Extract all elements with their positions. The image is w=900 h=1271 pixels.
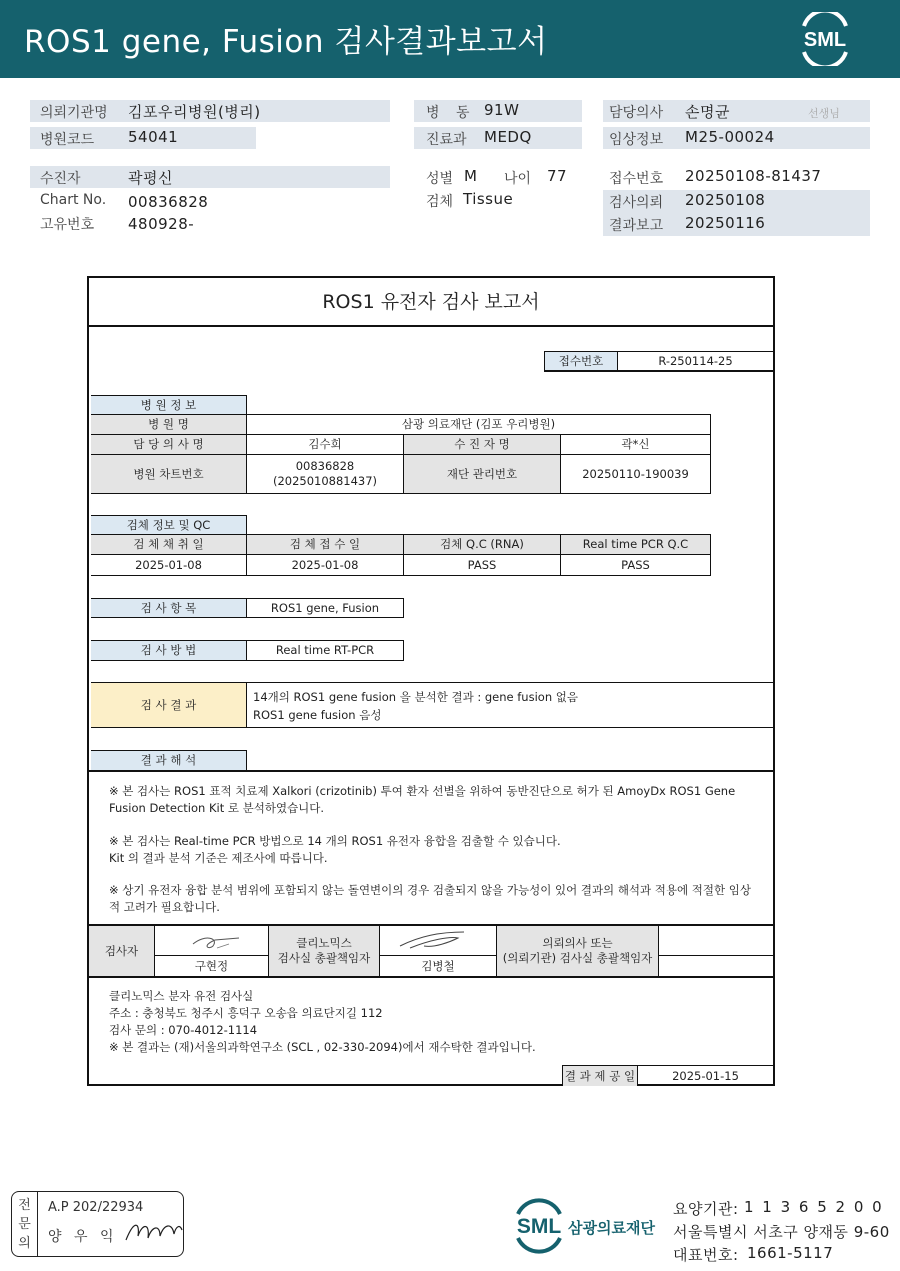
interp-section-header: 결 과 해 석 bbox=[91, 750, 247, 770]
interp-top-rule bbox=[89, 770, 773, 772]
test-item-value: ROS1 gene, Fusion bbox=[247, 598, 404, 618]
doctor-suffix: 선생님 bbox=[808, 107, 840, 120]
qc-header: 검체 Q.C (RNA) bbox=[404, 535, 561, 555]
receipt-label: 접수번호 bbox=[609, 171, 664, 187]
doctor-value: 손명균 bbox=[685, 103, 730, 121]
test-result-box bbox=[247, 682, 773, 728]
stamp-ap-number: A.P 202/22934 bbox=[48, 1200, 144, 1215]
interp-line: Kit 의 결과 분석 기준은 제조사에 따릅니다. bbox=[109, 851, 328, 865]
report-receipt-label: 접수번호 bbox=[544, 351, 617, 372]
chart-no-line2: (2025010881437) bbox=[272, 474, 378, 488]
hospital-code-label: 병원코드 bbox=[40, 132, 95, 148]
test-method-label: 검 사 방 법 bbox=[91, 640, 247, 661]
age-value: 77 bbox=[547, 167, 568, 185]
lab-director-label-line2: 검사실 총괄책임자 bbox=[277, 951, 371, 965]
specimen-value: Tissue bbox=[463, 190, 514, 208]
ref-director-label-line1: 의뢰의사 또는 bbox=[542, 936, 613, 951]
hospital-name-label: 병 원 명 bbox=[91, 415, 247, 435]
ward-value: 91W bbox=[484, 101, 520, 119]
qc-value: 2025-01-08 bbox=[247, 555, 404, 575]
page-title: ROS1 gene, Fusion 검사결과보고서 bbox=[24, 24, 548, 60]
qc-value: PASS bbox=[404, 555, 561, 575]
test-method-value: Real time RT-PCR bbox=[247, 640, 404, 661]
request-date-value: 20250108 bbox=[685, 191, 766, 209]
stamp-name: 양 우 익 bbox=[48, 1229, 118, 1245]
chart-no-cell bbox=[247, 455, 404, 493]
provided-date-value: 2025-01-15 bbox=[638, 1065, 773, 1086]
result-date-value: 20250116 bbox=[685, 214, 766, 232]
hospital-table bbox=[91, 414, 711, 494]
interp-line: Fusion Detection Kit 로 분석하였습니다. bbox=[109, 801, 325, 815]
doctor-name-label: 담 당 의 사 명 bbox=[91, 435, 247, 455]
lab-director-label bbox=[269, 926, 380, 976]
ref-director-label bbox=[497, 926, 659, 976]
qc-value: PASS bbox=[621, 557, 650, 572]
tester-signature bbox=[155, 926, 269, 956]
institution-value: 김포우리병원(병리) bbox=[128, 103, 261, 121]
mgmt-no-value: 20250110-190039 bbox=[582, 466, 689, 481]
test-item-label: 검 사 항 목 bbox=[91, 598, 247, 618]
org-address: 서울특별시 서초구 양재동 9-60 bbox=[673, 1223, 890, 1241]
specimen-label: 검체 bbox=[426, 194, 454, 210]
footer-brand bbox=[510, 1196, 670, 1256]
institution-label: 의뢰기관명 bbox=[40, 105, 108, 121]
lab-director-signature bbox=[380, 926, 497, 956]
report-footer-line: 검사 문의 : 070-4012-1114 bbox=[109, 1023, 258, 1037]
doctor-name-value: 김수희 bbox=[247, 435, 404, 455]
hospital-code-value: 54041 bbox=[128, 128, 179, 146]
chart-no-value: 00836828 bbox=[128, 193, 209, 211]
tester-signature-icon bbox=[155, 926, 269, 956]
unique-no-value: 480928- bbox=[128, 215, 195, 233]
report-footer-line: 클리노믹스 분자 유전 검사실 bbox=[109, 989, 254, 1003]
info-bar-patient bbox=[30, 166, 390, 188]
lab-director-label-line1: 클리노믹스 bbox=[296, 936, 352, 951]
unique-no-label: 고유번호 bbox=[40, 217, 95, 233]
qc-section-header: 검체 정보 및 QC bbox=[91, 515, 247, 534]
report-receipt-value: R-250114-25 bbox=[617, 351, 773, 372]
result-date-label: 결과보고 bbox=[609, 218, 664, 234]
report-footer-line: ※ 본 결과는 (재)서울의과학연구소 (SCL , 02-330-2094)에서 재수탁한 결과입니다. bbox=[109, 1040, 536, 1054]
header-bar bbox=[0, 0, 900, 78]
stamp-side-char: 전 bbox=[18, 1197, 31, 1213]
tester-name: 구현정 bbox=[155, 956, 269, 976]
ref-director-signature bbox=[659, 926, 773, 956]
ref-director-label-line2: (의뢰기관) 검사실 총괄책임자 bbox=[502, 951, 653, 965]
interp-line: ※ 본 검사는 ROS1 표적 치료제 Xalkori (crizotinib) 투여 환자 선별을 위하여 동반진단으로 허가 된 AmoyDx ROS1 Gene bbox=[109, 784, 736, 798]
qc-table bbox=[91, 534, 711, 576]
interp-line: 적 고려가 필요합니다. bbox=[109, 900, 220, 914]
sml-footer-logo-icon bbox=[510, 1196, 568, 1254]
sml-footer-mark: SML bbox=[516, 1215, 562, 1238]
mgmt-no-label: 재단 관리번호 bbox=[404, 455, 561, 493]
provided-date-label: 결 과 제 공 일 bbox=[562, 1065, 638, 1086]
stamp-side bbox=[12, 1192, 38, 1256]
org-code-label: 요양기관: bbox=[673, 1200, 739, 1218]
doctor-label: 담당의사 bbox=[609, 105, 664, 121]
signature-table bbox=[89, 926, 773, 978]
logo-text: SML bbox=[803, 29, 847, 51]
test-result-line1: 14개의 ROS1 gene fusion 을 분석한 결과 : gene fusion 없음 bbox=[253, 690, 578, 704]
pathologist-stamp bbox=[11, 1191, 184, 1257]
sex-label: 성별 bbox=[426, 171, 454, 187]
qc-value: 2025-01-08 bbox=[91, 555, 247, 575]
qc-header: 검 체 채 취 일 bbox=[91, 535, 247, 555]
sex-value: M bbox=[464, 167, 478, 185]
sml-logo-icon bbox=[796, 12, 854, 66]
phone-label: 대표번호: bbox=[673, 1246, 739, 1264]
clinical-value: M25-00024 bbox=[685, 128, 775, 146]
chart-no-line1: 00836828 bbox=[295, 459, 355, 474]
phone-value: 1661-5117 bbox=[747, 1244, 834, 1262]
brand-name: 삼광의료재단 bbox=[568, 1219, 655, 1237]
stamp-side-char: 의 bbox=[18, 1235, 31, 1251]
report-sheet bbox=[87, 276, 775, 1086]
dept-label: 진료과 bbox=[426, 132, 467, 148]
qc-header: Real time PCR Q.C bbox=[561, 535, 710, 555]
tester-label: 검사자 bbox=[89, 926, 155, 976]
patient-name-value: 곽평신 bbox=[128, 169, 173, 187]
interp-line: ※ 상기 유전자 융합 분석 범위에 포함되지 않는 돌연변이의 경우 검출되지 않을 가능성이 있어 결과의 해석과 적용에 적절한 임상 bbox=[109, 883, 751, 897]
test-result-line2: ROS1 gene fusion 음성 bbox=[253, 708, 382, 722]
hospital-section-header: 병 원 정 보 bbox=[91, 395, 247, 414]
test-result-label: 검 사 결 과 bbox=[91, 682, 247, 728]
signature-bottom-rule bbox=[89, 976, 773, 978]
lab-director-name: 김병철 bbox=[380, 956, 497, 976]
interp-line: ※ 본 검사는 Real-time PCR 방법으로 14 개의 ROS1 유전자 융합을 검출할 수 있습니다. bbox=[109, 834, 561, 848]
chart-no-label: 병원 차트번호 bbox=[91, 455, 247, 493]
org-code-value: 1 1 3 6 5 2 0 0 bbox=[744, 1198, 884, 1216]
patient-label: 수진자 bbox=[40, 171, 81, 187]
qc-header: 검 체 접 수 일 bbox=[247, 535, 404, 555]
hospital-name-value: 삼광 의료재단 (김포 우리병원) bbox=[247, 415, 710, 435]
chart-no-label: Chart No. bbox=[40, 192, 107, 208]
patient-name-value: 곽*신 bbox=[561, 435, 710, 455]
request-date-label: 검사의뢰 bbox=[609, 195, 664, 211]
receipt-value: 20250108-81437 bbox=[685, 167, 822, 185]
ward-label: 병 동 bbox=[426, 105, 476, 121]
clinical-label: 임상정보 bbox=[609, 132, 664, 148]
patient-name-label: 수 진 자 명 bbox=[404, 435, 561, 455]
stamp-signature-icon bbox=[120, 1212, 184, 1252]
lab-director-signature-icon bbox=[380, 926, 497, 956]
report-title: ROS1 유전자 검사 보고서 bbox=[89, 278, 773, 327]
stamp-side-char: 문 bbox=[18, 1216, 31, 1232]
report-footer-line: 주소 : 충청북도 청주시 흥덕구 오송읍 의료단지길 112 bbox=[109, 1006, 383, 1020]
dept-value: MEDQ bbox=[484, 128, 532, 146]
age-label: 나이 bbox=[504, 171, 532, 187]
